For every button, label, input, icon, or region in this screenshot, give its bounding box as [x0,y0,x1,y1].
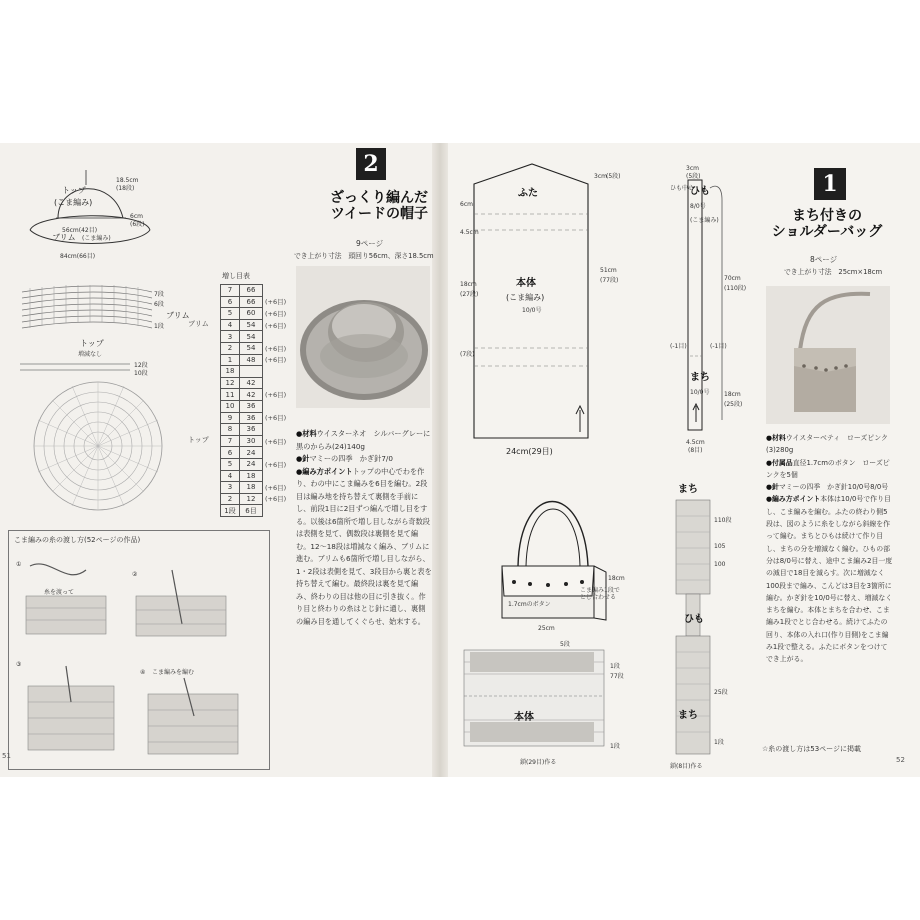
points-label: ●編み方ポイント [296,466,353,476]
bag-points-text: 本体は10/0号で作り目し、こま編みを編む。ふたの終わり側5段は、図のように糸をしながら斜線を作って編む。まちとひもは続けて作り目し、まちの分を増減なく編む。ひもの部分は8/0号に替え、途中こま編み2目一度の減目で18目を減らす。次に増減なく100段まで編み、こんどは3目を3箇所に編む。かぎ針を10/0号に替え、増減なくまちを編む。本体とまちを合わせ、こま編み1段でとじ合わせる。続けてふたの回り、本体の入れ口(作り目側)をこま編み1段で整える。ふたにボタンをつけてでき上がる。 [766,495,893,664]
stitch-count-cell [240,366,263,378]
chart-r1-bottom: 1段 [610,743,620,750]
stitch-count-cell: 42 [240,389,263,401]
chart-r1-top: 1段 [610,663,620,670]
body-height-rows: (77段) [600,277,619,284]
bag-body-pattern [460,160,660,460]
increase-table-row [221,424,289,436]
bag-reference-page: 8ページ [810,255,838,264]
chart-body-label: 本体 [514,712,534,723]
increase-table-row [221,447,289,459]
strap-chart-r1: 1段 [714,739,724,746]
body-sub-label: (こま編み) [506,293,545,302]
hat-dim-head: 56cm(42目) [62,227,98,234]
row-number-cell: 5 [221,308,240,320]
increase-cell [263,377,289,389]
increase-table-row [221,412,289,424]
increase-table-row [221,493,289,505]
bag-pattern-number-badge: 1 [814,168,846,200]
stitch-count-cell: 60 [240,308,263,320]
increase-table-row [221,296,289,308]
chart-r77-label: 77段 [610,673,624,680]
hat-dim-depth-rows: (18段) [116,185,135,192]
row-number-cell: 5 [221,458,240,470]
materials-label: ●材料 [296,429,317,438]
howto-step1-number: ① [16,561,22,568]
increase-table-row [221,470,289,482]
top-stitch-label: トップ [80,339,104,348]
strap-chart-r25: 25段 [714,689,728,696]
points-text: トップの中心でわを作り、わの中にこま編みを6目を編む。2段目は編み地を持ち替えて裏側を手前にし、前段1目に2目ずつ編んで増し目をする。以後は6箇所で増し目しながら奇数段は表側を見て、偶数段は裏側を見て編む。12〜18段は増減なく編み、ブリムに進む。ブリムも6箇所で増し目しながら、1・2段は表側を見て、3段目から裏と表を持ち替えて編む。最終段は裏を見て編み、終わりの目は他の目に引き抜く。作り目と終わりの糸はとじ針に通し、裏側の編み目を通してくぐらせ、始末する。 [296,466,432,626]
chart-r5-label: 5段 [560,641,570,648]
bag-seam-line1: こま編み1段で [580,587,620,594]
hat-top-sub: (こま編み) [54,198,93,207]
bag-finished-size: でき上がり寸法 25cm×18cm [784,268,883,276]
reference-page: 9ページ [356,239,384,248]
strap-width-8: (8目) [688,447,703,454]
needle-text: マミーの四季 かぎ針7/0 [309,454,393,463]
stitch-count-cell: 12 [240,493,263,505]
pattern-title [282,190,428,222]
howto-step4-number: ④ [140,669,146,676]
increase-table-row [221,377,289,389]
strap-dim-18cm: 18cm [724,391,741,398]
stitch-count-cell: 42 [240,377,263,389]
crown-stitch-diagram [30,378,170,518]
hat-photo [296,266,430,408]
left-page-number: 51 [2,752,11,760]
stitch-count-cell: 54 [240,342,263,354]
howto-title: こま編みの糸の渡し方(52ページの作品) [14,536,141,544]
increase-cell: (+6目) [265,437,287,446]
row-number-cell: 8 [221,424,240,436]
bag-title-line1: まち付きの [792,208,862,224]
row-number-cell: 4 [221,470,240,482]
increase-table-row [221,342,289,354]
hat-dim-brim-rows: (6段) [130,221,145,228]
strap-width-45: 4.5cm [686,439,705,446]
increase-cell: (+6目) [265,356,287,365]
row-number-cell: 6 [221,447,240,459]
howto-step3-illustration [16,656,126,756]
bag-parts-label: ●付属品 [766,458,793,467]
howto-step4-note: こま編みを編む [152,669,195,676]
row-number-cell: 18 [221,366,240,378]
bag-materials-label: ●材料 [766,434,786,442]
strap-chart-cast: 鎖(8目)作る [670,763,703,770]
hat-diagram [18,160,158,270]
body-height-label: 51cm [600,267,617,274]
dim-6cm: 6cm [460,201,473,208]
row-number-cell: 10 [221,400,240,412]
stitch-count-cell: 6目 [240,505,263,517]
strap-himo-label: ひも [690,186,710,197]
needle-label: ●針 [296,454,310,463]
strap-machi-label: まち [690,372,710,383]
increase-table-row [221,354,289,366]
increase-table-row [221,366,289,378]
strap-machi-hook: 10/0号 [690,389,710,396]
increase-cell: (+6目) [265,483,287,492]
hat-brim-label: ブリム [52,233,76,242]
brim-stitch-label: ブリム [166,311,190,320]
increase-table [220,284,289,517]
increase-table-row [221,331,289,343]
row-number-cell: 4 [221,319,240,331]
stitch-count-cell: 24 [240,447,263,459]
row-number-cell: 12 [221,377,240,389]
increase-table-row [221,435,289,447]
stitch-count-cell: 54 [240,331,263,343]
hat-dim-depth: 18.5cm [116,177,139,184]
stitch-count-cell: 66 [240,285,263,297]
pattern-title-line1: ざっくり編んだ [330,190,428,206]
stitch-count-cell: 18 [240,482,263,494]
stitch-count-cell: 36 [240,400,263,412]
row-number-cell: 1段 [221,505,240,517]
hat-top-label: トップ [62,186,86,195]
dim-27rows: (27段) [460,291,479,298]
stitch-count-cell: 30 [240,435,263,447]
strap-minus-a: (-1目) [670,343,687,350]
strap-himo-sub: (こま編み) [690,217,719,224]
stitch-count-cell: 66 [240,296,263,308]
right-page-number: 52 [896,756,905,764]
brim-stitch-diagram [20,280,200,375]
increase-cell [263,366,289,378]
increase-cell [263,505,289,517]
bag-needle-text: マミーの四季 かぎ針10/0号8/0号 [778,483,889,492]
materials-text: ウイスターネオ シルバーグレーに黒のからみ(24)140g [296,429,431,451]
top-group-label: トップ [188,436,209,444]
strap-chart-r110: 110段 [714,517,732,524]
strap-chart-r105: 105 [714,543,726,550]
body-hook-label: 10/0号 [522,307,542,314]
howto-step2-illustration [132,566,242,646]
increase-cell [263,400,289,412]
stitch-count-cell: 36 [240,412,263,424]
row12-label: 12段 [134,362,148,369]
stitch-count-cell: 18 [240,470,263,482]
howto-step2-number: ② [132,571,138,578]
row7-label: 7段 [154,291,164,298]
hat-dim-outer: 84cm(66目) [60,253,96,260]
body-width-label: 24cm(29目) [506,447,553,456]
row-number-cell: 3 [221,331,240,343]
strap-center-label: ひも中心 [670,185,695,192]
increase-cell [263,331,289,343]
chart-cast-label: 鎖(29目)作る [520,759,557,766]
row-number-cell: 9 [221,412,240,424]
row-number-cell: 1 [221,354,240,366]
row-number-cell: 2 [221,493,240,505]
book-gutter [432,143,448,777]
stitch-count-cell: 36 [240,424,263,436]
bag-parts-text: 直径1.7cmのボタン ローズピンクを5個 [766,458,890,479]
increase-cell: (+6目) [265,414,287,423]
strap-dim-25rows: (25段) [724,401,743,408]
strap-chart-machi-top: まち [678,484,698,495]
bag-pattern-title [762,208,892,240]
howto-step3-number: ③ [16,661,22,668]
increase-cell: (+6目) [265,495,287,504]
increase-cell [263,424,289,436]
increase-table-row [221,285,289,297]
hat-instructions [296,428,432,628]
row-number-cell: 7 [221,435,240,447]
bag-seam-line2: とじ合わせる [580,593,617,601]
row-number-cell: 3 [221,482,240,494]
bag-needle-label: ●針 [766,483,779,492]
increase-table-row [221,505,289,517]
howto-step1-illustration [16,556,126,646]
increase-table-row [221,400,289,412]
increase-table-row [221,389,289,401]
strap-gusset-pattern [670,160,750,460]
strap-minus-b: (-1目) [710,343,727,350]
strap-himo-hook: 8/0号 [690,203,706,210]
increase-table-row [221,482,289,494]
pattern-title-line2: ツイードの帽子 [330,206,428,222]
hat-photo-illustration [296,266,430,408]
increase-table-header: 増し目表 [222,272,250,280]
increase-cell: (+6目) [265,298,287,307]
bag-title-line2: ショルダーバッグ [771,224,883,240]
hat-dim-brim: 6cm [130,213,143,220]
finished-size: でき上がり寸法 頭回り56cm、深さ18.5cm [294,252,434,260]
bag-width-label: 25cm [538,625,555,632]
howto-step4-illustration [140,664,250,760]
increase-cell: (+6目) [265,460,287,469]
strap-chart-himo: ひも [684,614,704,625]
bag-photo [766,286,890,424]
increase-table-row [221,458,289,470]
strap-stitch-chart [666,476,746,770]
no-change-label: 増減なし [78,351,103,358]
stitch-count-cell: 54 [240,319,263,331]
bag-height-label: 18cm [608,575,625,582]
lid-label: ふた [518,188,538,199]
row6-label: 6段 [154,301,164,308]
increase-cell: (+6目) [265,321,287,330]
increase-cell [263,470,289,482]
dim-45cm: 4.5cm [460,229,479,236]
strap-chart-machi-bottom: まち [678,710,698,721]
increase-cell [263,447,289,459]
strap-dim-70cm: 70cm [724,275,741,282]
stitch-count-cell: 24 [240,458,263,470]
dim-5rows: (5段) [606,173,621,180]
increase-table-row [221,308,289,320]
hat-brim-sub: (こま編み) [82,235,111,242]
increase-cell: (+6目) [265,391,287,400]
bag-materials-text: ウイスターベティ ローズピンク(3)280g [766,434,888,455]
row-number-cell: 7 [221,285,240,297]
row-number-cell: 11 [221,389,240,401]
increase-cell: (+6目) [265,309,287,318]
bag-points-label: ●編み方ポイント [766,495,821,504]
increase-cell: (+6目) [265,344,287,353]
bag-button-label: 1.7cmのボタン [508,601,551,608]
strap-dim-5rows: (5段) [686,173,701,180]
bag-photo-illustration [766,286,890,424]
row1-label: 1段 [154,323,164,330]
strap-chart-r100: 100 [714,561,726,568]
bag-instructions [766,432,894,666]
bag-finished-illustration [488,470,638,630]
body-label: 本体 [516,278,536,289]
bag-seam-note [580,588,620,602]
increase-cell [263,285,289,297]
increase-table-row [221,319,289,331]
dim-7rows: (7段) [460,351,475,358]
stitch-count-cell: 48 [240,354,263,366]
row-number-cell: 6 [221,296,240,308]
row-number-cell: 2 [221,342,240,354]
yarn-carry-reference-note: ☆糸の渡し方は53ページに掲載 [762,745,862,753]
body-stitch-chart [460,636,640,766]
dim-18cm: 18cm [460,281,477,288]
howto-step1-note: 糸を渡って [44,589,75,596]
row10-label: 10段 [134,370,148,377]
strap-dim-3cm: 3cm [686,165,699,172]
pattern-number-badge: 2 [356,148,386,180]
brim-group-label: ブリム [188,320,209,328]
dim-3cm: 3cm [594,173,607,180]
strap-dim-110rows: (110段) [724,285,747,292]
